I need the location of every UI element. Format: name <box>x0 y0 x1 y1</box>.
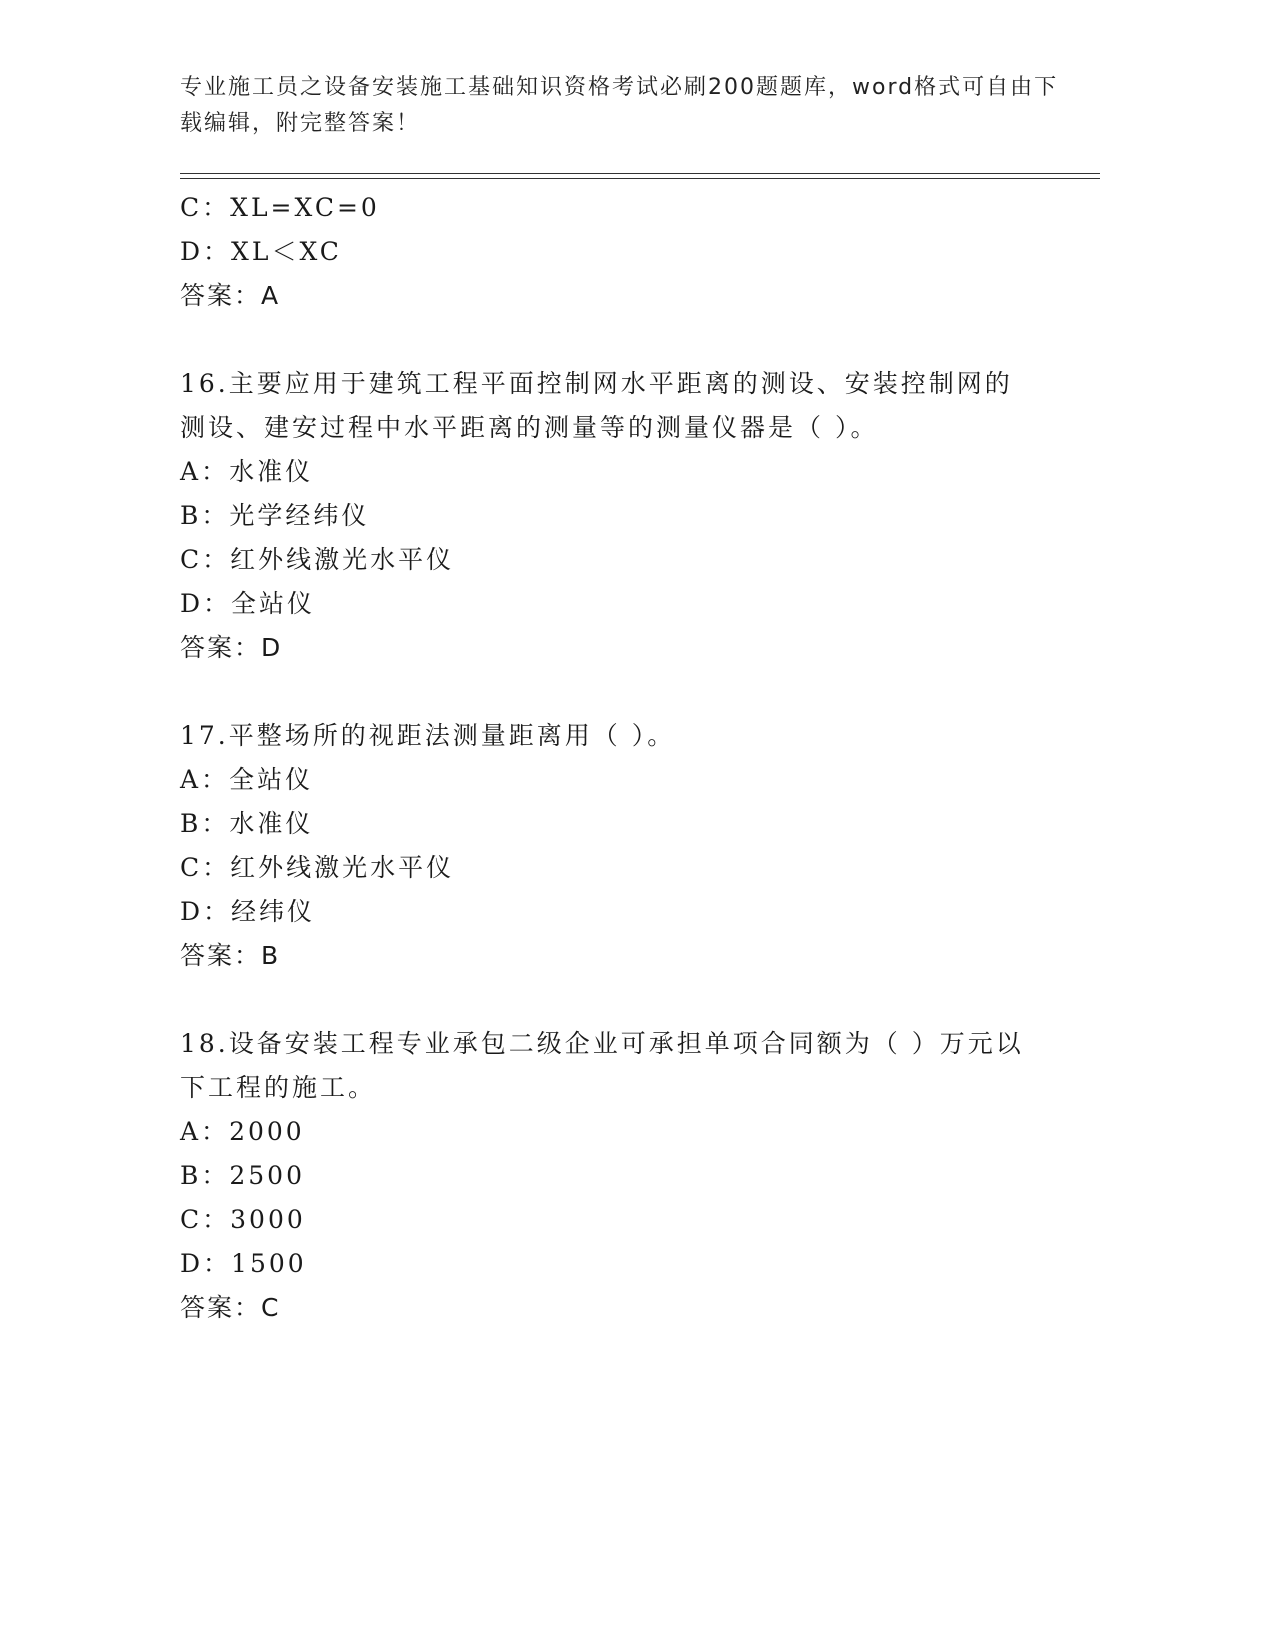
option-line <box>180 450 1060 494</box>
question-block <box>180 714 1060 978</box>
question-block <box>180 362 1060 670</box>
spacer <box>180 670 1060 714</box>
option-text: 水准仪 <box>229 809 314 838</box>
option-label: B： <box>180 809 230 838</box>
option-label: C： <box>180 545 231 574</box>
option-line <box>180 1198 1060 1242</box>
option-line <box>180 582 1060 626</box>
option-label: C： <box>180 1205 231 1234</box>
option-text: 2500 <box>229 1161 305 1190</box>
option-label: C： <box>180 853 231 882</box>
option-text: 全站仪 <box>229 765 314 794</box>
option-label: D： <box>180 589 232 618</box>
option-text: XL＜XC <box>231 237 342 266</box>
option-text: XL=XC=0 <box>230 193 380 222</box>
option-text: 经纬仪 <box>231 897 316 926</box>
document-header-title: 专业施工员之设备安装施工基础知识资格考试必刷200题题库，word格式可自由下载编辑，附完整答案！ <box>180 75 1059 136</box>
option-label: A： <box>180 457 230 486</box>
option-line <box>180 1154 1060 1198</box>
option-line <box>180 890 1060 934</box>
option-line <box>180 230 1060 274</box>
option-text: 红外线激光水平仪 <box>230 545 455 574</box>
option-line <box>180 186 1060 230</box>
option-text: 1500 <box>231 1249 307 1278</box>
option-text: 光学经纬仪 <box>229 501 370 530</box>
question-text: 16.主要应用于建筑工程平面控制网水平距离的测设、安装控制网的测设、建安过程中水平距离的测量等的测量仪器是（ ）。 <box>180 369 1013 442</box>
option-text: 全站仪 <box>231 589 316 618</box>
option-line <box>180 494 1060 538</box>
answer-line: 答案：D <box>180 633 283 662</box>
option-line <box>180 846 1060 890</box>
option-text: 红外线激光水平仪 <box>230 853 455 882</box>
partial-question <box>180 186 1060 318</box>
question-text: 18.设备安装工程专业承包二级企业可承担单项合同额为（ ）万元以下工程的施工。 <box>180 1029 1024 1102</box>
option-label: C： <box>180 193 231 222</box>
option-label: D： <box>180 1249 232 1278</box>
option-line <box>180 758 1060 802</box>
header-rule-top <box>180 173 1100 174</box>
option-line <box>180 1242 1060 1286</box>
spacer <box>180 318 1060 362</box>
option-text: 3000 <box>230 1205 306 1234</box>
option-label: D： <box>180 237 232 266</box>
option-text: 2000 <box>229 1117 305 1146</box>
option-label: A： <box>180 1117 230 1146</box>
option-line <box>180 1110 1060 1154</box>
header-rule-bottom <box>180 178 1100 179</box>
answer-line: 答案：C <box>180 1293 281 1322</box>
question-text: 17.平整场所的视距法测量距离用（ ）。 <box>180 721 676 750</box>
option-label: B： <box>180 1161 230 1190</box>
option-label: D： <box>180 897 232 926</box>
option-label: B： <box>180 501 230 530</box>
question-list <box>180 186 1060 1330</box>
answer-line: 答案：B <box>180 941 281 970</box>
option-label: A： <box>180 765 230 794</box>
option-text: 水准仪 <box>229 457 314 486</box>
answer-line: 答案：A <box>180 281 281 310</box>
option-line <box>180 538 1060 582</box>
question-block <box>180 1022 1060 1330</box>
spacer <box>180 978 1060 1022</box>
option-line <box>180 802 1060 846</box>
